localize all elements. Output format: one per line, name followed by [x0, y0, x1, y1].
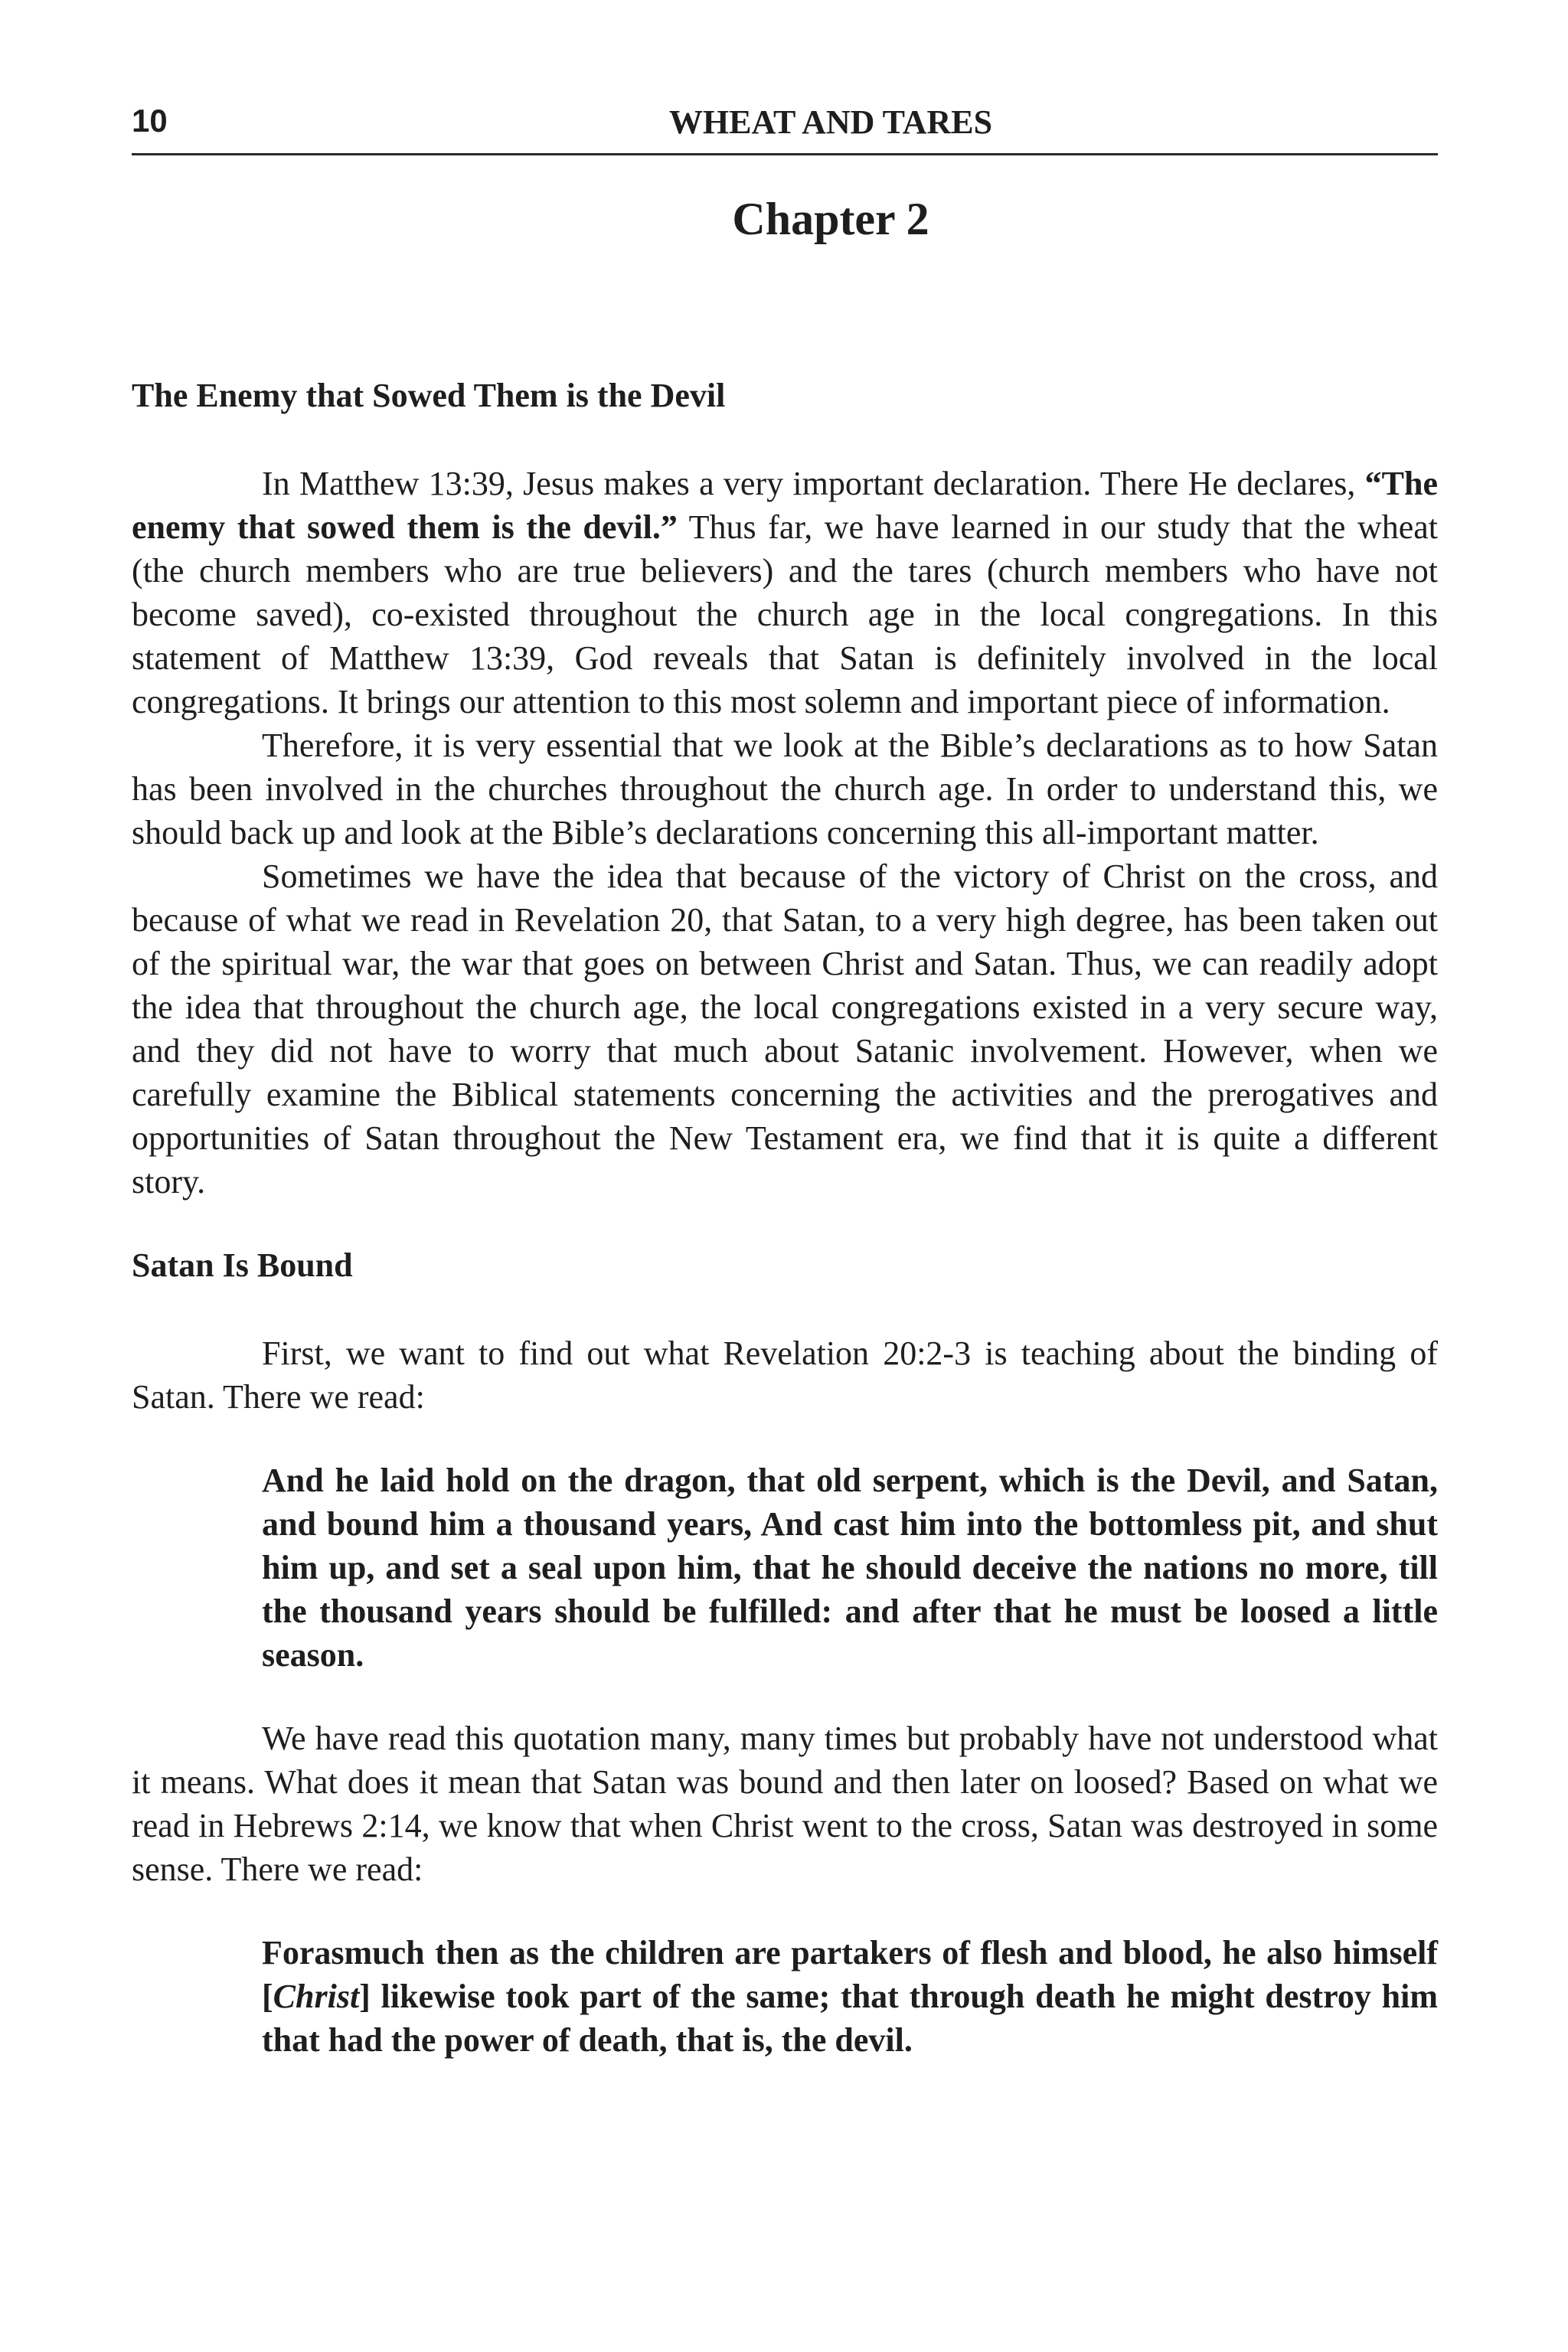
quote-text: Forasmuch then as the children are partakers of flesh and blood, he also himself [: [262, 1934, 1438, 2015]
page-header: [132, 98, 1438, 153]
running-title: WHEAT AND TARES: [668, 103, 993, 141]
scripture-quote: And he laid hold on the dragon, that old serpent, which is the Devil, and Satan, and bound him a thousand years, And cast him into the bottomless pit, and shut him up, and set a seal upon him, that he should deceive the nations no more, till the thousand years should be fulfilled: and after that he must be loosed a little season.: [262, 1462, 1438, 1674]
quote-text: ] likewise took part of the same; that through death he might destroy him that had the power of death, that is, the devil.: [262, 1978, 1438, 2059]
page-body: [132, 374, 1438, 2062]
paragraph: Sometimes we have the idea that because of the victory of Christ on the cross, and because of what we read in Revelation 20, that Satan, to a very high degree, has been taken out of the spiritual war, the war that goes on between Christ and Satan. Thus, we can readily adopt the idea that throughout the church age, the local congregations existed in a very secure way, and they did not have to worry that much about Satanic involvement. However, when we carefully examine the Biblical statements concerning the activities and the prerogatives and opportunities of Satan throughout the New Testament era, we find that it is quite a different story.: [132, 858, 1438, 1200]
paragraph-text: Thus far, we have learned in our study that the wheat (the church members who are true believers) and the tares (church members who have not become saved), co-existed throughout the church age in the local congregations. In this statement of Matthew 13:39, God reveals that Satan is definitely involved in the local congregations. It brings our attention to this most solemn and important piece of information.: [132, 508, 1439, 720]
paragraph: First, we want to find out what Revelation 20:2-3 is teaching about the binding of Satan. There we read:: [132, 1334, 1438, 1416]
paragraph: We have read this quotation many, many times but probably have not understood what it means. What does it mean that Satan was bound and then later on loosed? Based on what we read in Hebrews 2:14, we know that when Christ went to the cross, Satan was destroyed in some sense. There we read:: [132, 1720, 1438, 1888]
italic-insertion: Christ: [273, 1978, 360, 2015]
paragraph: [132, 462, 1438, 724]
bold-quote: “The enemy that sowed them is the devil.”: [132, 465, 1438, 546]
paragraph: Therefore, it is very essential that we look at the Bible’s declarations as to how Satan has been involved in the churches throughout the church age. In order to understand this, we should back up and look at the Bible’s declarations concerning this all-important matter.: [132, 727, 1438, 851]
scripture-quote: [262, 1931, 1438, 2062]
paragraph-text: In Matthew 13:39, Jesus makes a very important declaration. There He declares,: [262, 465, 1365, 502]
section-heading-enemy: The Enemy that Sowed Them is the Devil: [132, 377, 726, 414]
chapter-title: Chapter 2: [732, 194, 929, 244]
section-heading-satan-bound: Satan Is Bound: [132, 1246, 353, 1284]
page-number: 10: [132, 103, 168, 139]
header-rule: [132, 153, 1438, 155]
